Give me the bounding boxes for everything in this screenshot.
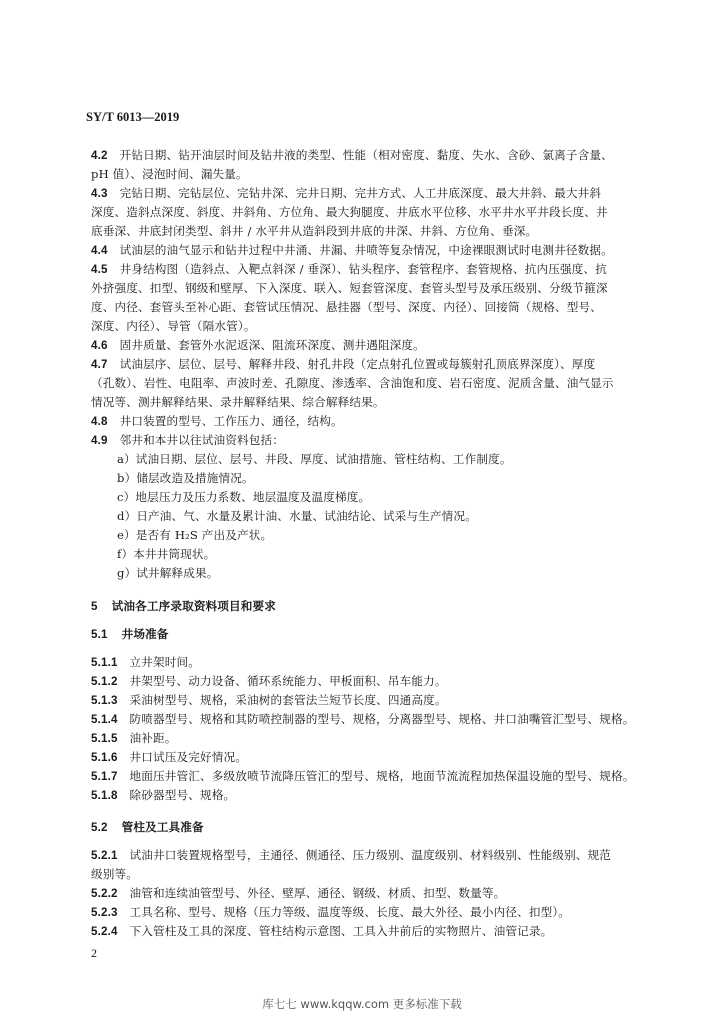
- text-line: [91, 691, 651, 710]
- page-number: 2: [91, 946, 97, 960]
- clause-number: 5.2.3: [91, 906, 118, 919]
- text-line: [91, 317, 651, 336]
- list-item: [117, 564, 677, 583]
- text-line: [91, 653, 651, 672]
- clause-number: 5.1.6: [91, 751, 118, 764]
- list-item-text: b）储层改造及措施情况。: [117, 471, 254, 485]
- section-number: 5.1: [91, 628, 108, 641]
- text-line: [91, 260, 651, 279]
- clause-number: 4.2: [91, 149, 108, 162]
- clause-text: 深度、内径）、导管（隔水管）。: [91, 319, 256, 333]
- section-title: 井场准备: [121, 628, 169, 641]
- text-line: [91, 184, 651, 203]
- clause-text: 完钻日期、完钻层位、完钻井深、完井日期、完井方式、人工井底深度、最大井斜、最大井斜: [119, 186, 602, 200]
- text-line: [91, 729, 651, 748]
- clause-text: 下入管柱及工具的深度、管柱结构示意图、工具入井前后的实物照片、油管记录。: [129, 924, 553, 938]
- list-item: [117, 526, 677, 545]
- section-number: 5: [91, 600, 98, 613]
- clause-text: 除砂器型号、规格。: [129, 788, 236, 802]
- list-item-text: g）试井解释成果。: [117, 566, 219, 580]
- text-line: [91, 355, 651, 374]
- clause-number: 4.4: [91, 244, 108, 257]
- section-title: 管柱及工具准备: [121, 821, 204, 834]
- text-line: [91, 393, 651, 412]
- clause-number: 5.2.1: [91, 849, 118, 862]
- text-line: [91, 865, 651, 884]
- clause-text: 采油树型号、规格，采油树的套管法兰短节长度、四通高度。: [129, 693, 447, 707]
- text-line: [91, 165, 651, 184]
- text-line: [91, 884, 651, 903]
- text-line: [91, 431, 651, 450]
- clause-number: 4.8: [91, 415, 108, 428]
- clause-number: 4.3: [91, 187, 108, 200]
- text-line: [91, 241, 651, 260]
- text-line: [91, 786, 651, 805]
- clause-text: 试油层序、层位、层号、解释井段、射孔井段（定点射孔位置或每簇射孔顶底界深度）、厚度: [119, 357, 596, 371]
- clause-number: 4.9: [91, 434, 108, 447]
- text-line: [91, 672, 651, 691]
- list-item-text: a）试油日期、层位、层号、井段、厚度、试油措施、管柱结构、工作制度。: [117, 452, 512, 466]
- clause-number: 4.6: [91, 339, 108, 352]
- download-footer: 库七七 www.kqqw.com 更多标准下载: [262, 997, 462, 1011]
- clause-number: 5.1.1: [91, 656, 118, 669]
- clause-text: 立井架时间。: [129, 655, 201, 669]
- clause-text: 防喷器型号、规格和其防喷控制器的型号、规格，分离器型号、规格、井口油嘴管汇型号、规格。: [129, 712, 635, 726]
- clause-text: 油补距。: [129, 731, 177, 745]
- text-line: [91, 222, 651, 241]
- clause-number: 5.1.8: [91, 789, 118, 802]
- clause-text: 底垂深、井底封闭类型、斜井 / 水平井从造斜段到井底的井深、井斜、方位角、垂深。: [91, 224, 538, 238]
- text-line: [91, 146, 651, 165]
- clause-text: 开钻日期、钻开油层时间及钻井液的类型、性能（相对密度、黏度、失水、含砂、氯离子含量、: [119, 148, 613, 162]
- clause-number: 5.1.5: [91, 732, 118, 745]
- list-item-text: c）地层压力及压力系数、地层温度及温度梯度。: [117, 490, 371, 504]
- clause-text: 井身结构图（造斜点、入靶点斜深 / 垂深）、钻头程序、套管程序、套管规格、抗内压强度、抗: [119, 262, 608, 276]
- clause-text: 试油层的油气显示和钻井过程中井涌、井漏、井喷等复杂情况，中途裸眼测试时电测井径数据。: [119, 243, 613, 257]
- list-item: [117, 545, 677, 564]
- text-line: [91, 336, 651, 355]
- clause-number: 5.1.4: [91, 713, 118, 726]
- clause-text: pH 值）、浸泡时间、漏失量。: [91, 167, 248, 181]
- clause-text: 工具名称、型号、规格（压力等级、温度等级、长度、最大外径、最小内径、扣型）。: [129, 905, 571, 919]
- list-item-text: e）是否有 H₂S 产出及产状。: [117, 528, 273, 542]
- clause-text: 深度、造斜点深度、斜度、井斜角、方位角、最大狗腿度、井底水平位移、水平井水平井段长度、井: [91, 205, 608, 219]
- text-line: [91, 748, 651, 767]
- text-line: [91, 412, 651, 431]
- section-title: 试油各工序录取资料项目和要求: [111, 600, 277, 613]
- clause-text: 井架型号、动力设备、循环系统能力、甲板面积、吊车能力。: [129, 674, 447, 688]
- clause-number: 4.7: [91, 358, 108, 371]
- clause-text: 井口装置的型号、工作压力、通径，结构。: [119, 414, 343, 428]
- clause-number: 4.5: [91, 263, 108, 276]
- list-item: [117, 469, 677, 488]
- clause-text: 井口试压及完好情况。: [129, 750, 247, 764]
- clause-text: 外挤强度、扣型、钢级和壁厚、下入深度、联入、短套管深度、套管头型号及承压级别、分级节箍深: [91, 281, 608, 295]
- clause-number: 5.1.3: [91, 694, 118, 707]
- clause-number: 5.2.4: [91, 925, 118, 938]
- text-line: [91, 374, 651, 393]
- clause-text: （孔数）、岩性、电阻率、声波时差、孔隙度、渗透率、含油饱和度、岩石密度、泥质含量、油气显示: [91, 376, 614, 390]
- list-item-text: f）本井井筒现状。: [117, 547, 216, 561]
- clause-text: 地面压井管汇、多级放喷节流降压管汇的型号、规格，地面节流流程加热保温设施的型号、规格。: [129, 769, 635, 783]
- list-item: [117, 488, 677, 507]
- clause-text: 度、内径、套管头至补心距、套管试压情况、悬挂器（型号、深度、内径）、回接筒（规格、型号、: [91, 300, 602, 314]
- text-line: [91, 203, 651, 222]
- clause-text: 固井质量、套管外水泥返深、阻流环深度、测井遇阻深度。: [119, 338, 425, 352]
- section-number: 5.2: [91, 821, 108, 834]
- clause-number: 5.2.2: [91, 887, 118, 900]
- clause-number: 5.1.2: [91, 675, 118, 688]
- standard-header: SY/T 6013—2019: [86, 110, 180, 124]
- clause-text: 油管和连续油管型号、外径、壁厚、通径、钢级、材质、扣型、数量等。: [129, 886, 506, 900]
- text-line: [91, 903, 651, 922]
- list-item-text: d）日产油、气、水量及累计油、水量、试油结论、试采与生产情况。: [117, 509, 477, 523]
- clause-number: 5.1.7: [91, 770, 118, 783]
- clause-text: 试油井口装置规格型号，主通径、侧通径、压力级别、温度级别、材料级别、性能级别、规范: [129, 848, 612, 862]
- subsection-heading: [91, 818, 651, 837]
- text-line: [91, 279, 651, 298]
- text-line: [91, 767, 651, 786]
- clause-text: 邻井和本井以往试油资料包括：: [119, 433, 284, 447]
- subsection-heading: [91, 625, 651, 644]
- list-item: [117, 507, 677, 526]
- list-item: [117, 450, 677, 469]
- clause-text: 情况等、测井解释结果、录井解释结果、综合解释结果。: [91, 395, 385, 409]
- clause-text: 级别等。: [91, 867, 138, 881]
- section-heading: [91, 597, 651, 616]
- text-line: [91, 922, 651, 941]
- text-line: [91, 846, 651, 865]
- text-line: [91, 298, 651, 317]
- text-line: [91, 710, 651, 729]
